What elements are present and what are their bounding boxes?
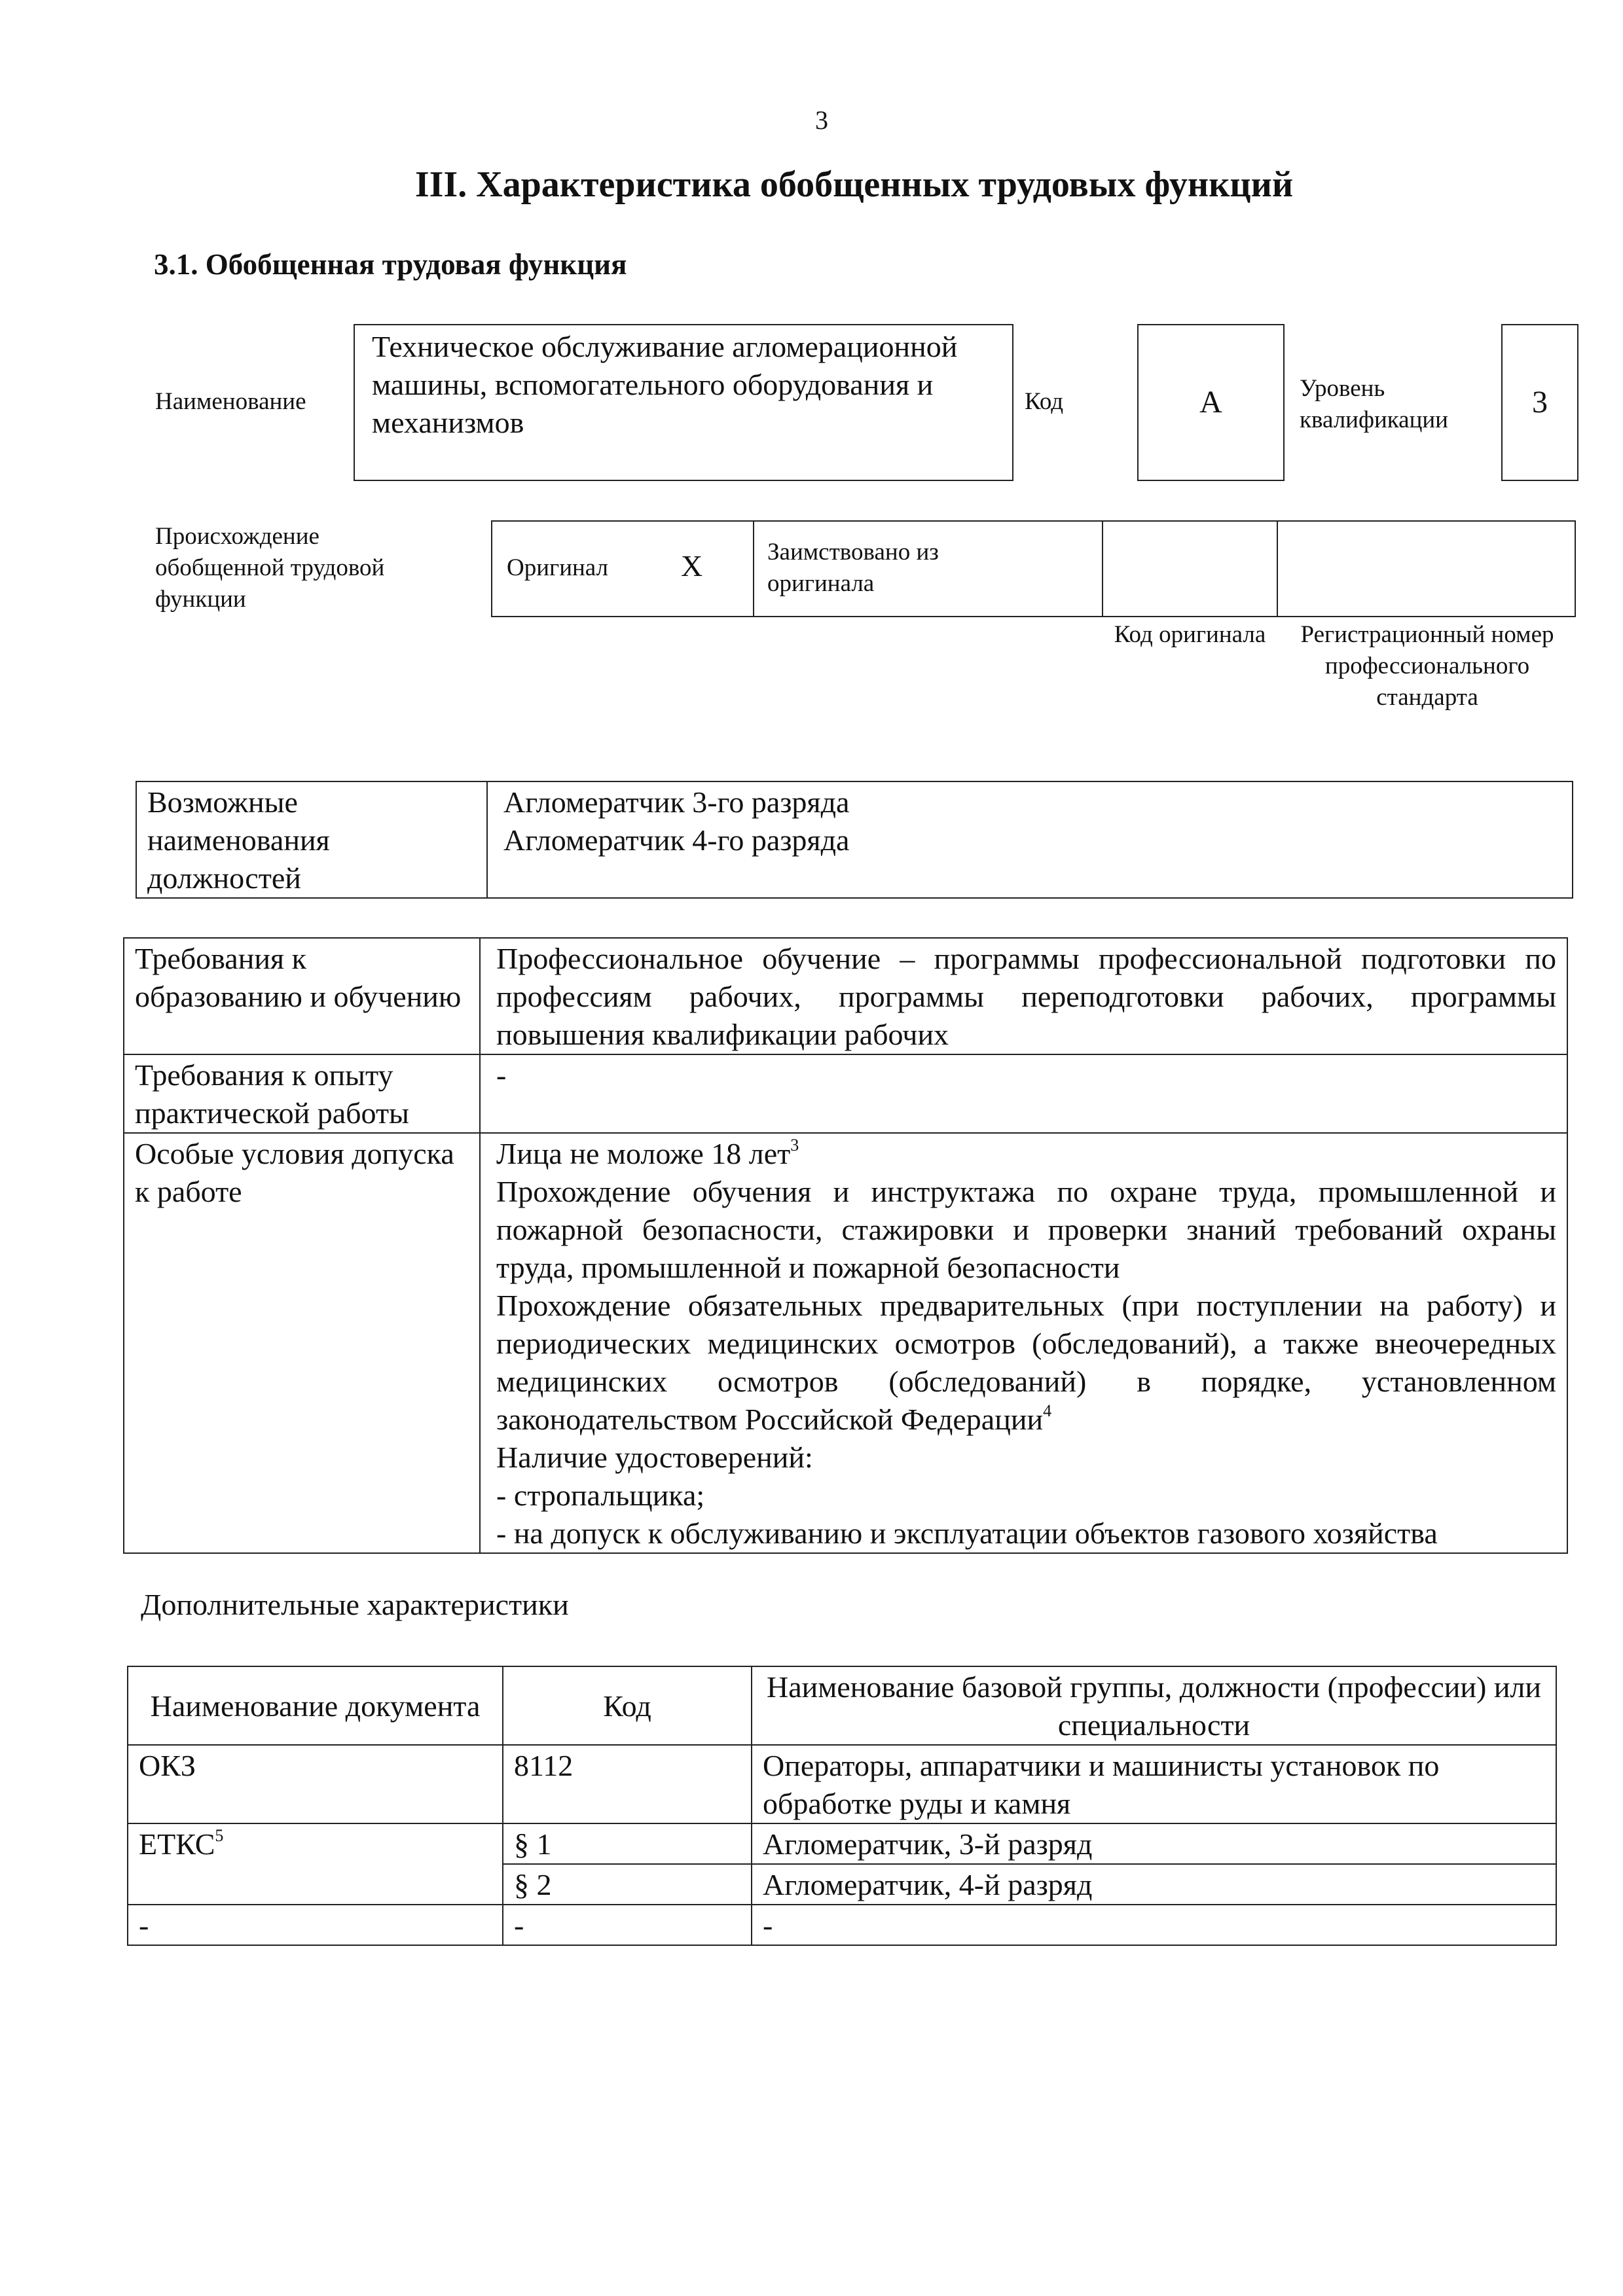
- code-label: Код: [1025, 388, 1064, 415]
- positions-values: [487, 781, 1573, 898]
- subsection-title: 3.1. Обобщенная трудовая функция: [154, 248, 627, 281]
- row-doc: ЕТКС$^5$: [128, 1823, 503, 1905]
- code-original-caption: Код оригинала: [1114, 621, 1266, 648]
- level-value-box: [1501, 324, 1578, 481]
- name-label: Наименование: [155, 388, 306, 415]
- function-name-value: Техническое обслуживание агломерационной машины, вспомогательного оборудования и механизмов: [372, 330, 958, 439]
- header-doc: Наименование документа: [128, 1666, 503, 1745]
- positions-label: Возможные наименования должностей: [136, 781, 487, 898]
- code-value-box: [1137, 324, 1285, 481]
- row-doc: -: [128, 1905, 503, 1945]
- origin-label: Происхождение обобщенной трудовой функции: [155, 523, 385, 613]
- condition-medical: Прохождение обязательных предварительных (при поступлении на работу) и периодических медицинских осмотров (обследований), а также внеочередных медицинских осмотров (обследований) в порядке, установленном законодательством Российской Федерации$^4$: [496, 1289, 1556, 1436]
- experience-value: -: [480, 1054, 1567, 1133]
- row-code: 8112: [503, 1745, 752, 1823]
- education-value: Профессиональное обучение – программы профессиональной подготовки по профессиям рабочих, программы переподготовки рабочих, программы повышения квалификации рабочих: [480, 938, 1567, 1054]
- level-value: 3: [1532, 385, 1548, 420]
- row-name: Агломератчик, 4-й разряд: [752, 1864, 1556, 1905]
- condition-cert-item: - стропальщика;: [496, 1479, 705, 1512]
- header-code: Код: [503, 1666, 752, 1745]
- row-name: Операторы, аппаратчики и машинисты установок по обработке руды и камня: [752, 1745, 1556, 1823]
- original-label: Оригинал: [507, 554, 609, 581]
- original-mark: X: [681, 549, 703, 583]
- position-item: Агломератчик 4-го разряда: [503, 823, 850, 857]
- borrowed-label: Заимствовано из оригинала: [767, 539, 939, 597]
- requirements-table: [123, 937, 1568, 1554]
- row-code: § 2: [503, 1864, 752, 1905]
- table-row: [128, 1905, 1556, 1945]
- position-item: Агломератчик 3-го разряда: [503, 785, 850, 819]
- additional-title: Дополнительные характеристики: [141, 1588, 569, 1621]
- origin-box: [491, 520, 1576, 617]
- section-title: III. Характеристика обобщенных трудовых функций: [414, 164, 1294, 205]
- footnote-marker: 3: [790, 1136, 799, 1155]
- level-label: Уровень квалификации: [1300, 375, 1448, 433]
- row-name: Агломератчик, 3-й разряд: [752, 1823, 1556, 1864]
- conditions-value: [480, 1133, 1567, 1553]
- table-row: [128, 1823, 1556, 1864]
- condition-age: Лица не моложе 18 лет$^3$: [496, 1136, 799, 1170]
- code-value: A: [1199, 385, 1222, 420]
- condition-certificates: Наличие удостоверений:: [496, 1441, 813, 1474]
- reg-number-caption: Регистрационный номер профессионального стандарта: [1300, 621, 1554, 711]
- education-label: Требования к образованию и обучению: [124, 938, 480, 1054]
- page-number: 3: [815, 105, 828, 135]
- footnote-marker: 4: [1043, 1401, 1052, 1420]
- row-code: § 1: [503, 1823, 752, 1864]
- row-doc: ОКЗ: [128, 1745, 503, 1823]
- footnote-marker: 5: [215, 1826, 224, 1845]
- experience-label: Требования к опыту практической работы: [124, 1054, 480, 1133]
- table-row: [128, 1745, 1556, 1823]
- additional-table: [127, 1666, 1557, 1946]
- header-name: Наименование базовой группы, должности (профессии) или специальности: [752, 1666, 1556, 1745]
- function-name-box: [354, 324, 1013, 481]
- condition-cert-item: - на допуск к обслуживанию и эксплуатации объектов газового хозяйства: [496, 1516, 1438, 1550]
- row-code: -: [503, 1905, 752, 1945]
- condition-training: Прохождение обучения и инструктажа по охране труда, промышленной и пожарной безопасности, стажировки и проверки знаний требований охраны труда, промышленной и пожарной безопасности: [496, 1175, 1556, 1284]
- conditions-label: Особые условия допуска к работе: [124, 1133, 480, 1553]
- positions-table: [136, 781, 1573, 899]
- row-name: -: [752, 1905, 1556, 1945]
